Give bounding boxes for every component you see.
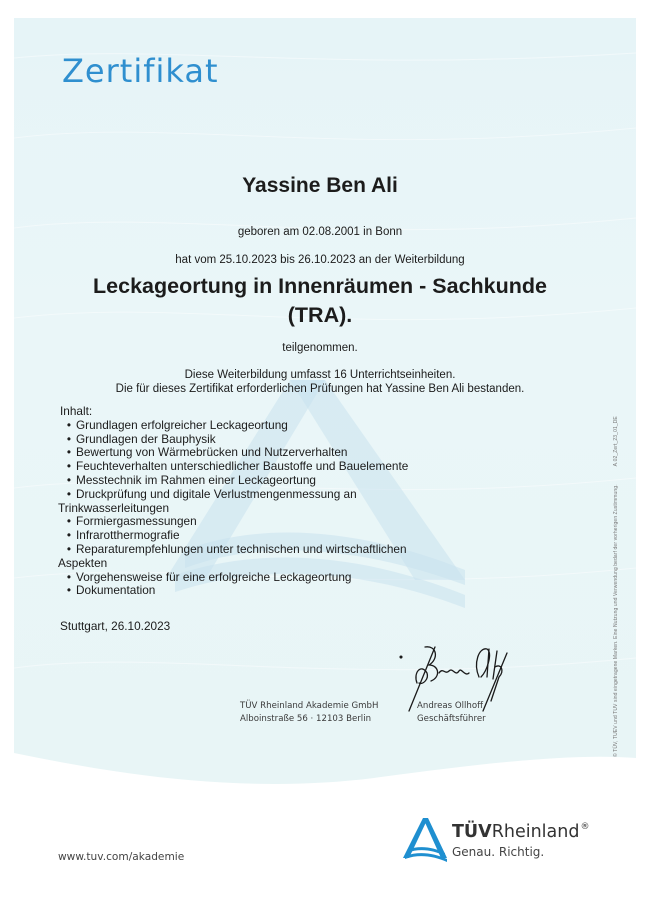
tuv-triangle-logo-icon	[403, 818, 447, 864]
legal-notice: © TÜV, TUEV und TUV sind eingetragene Marken. Eine Nutzung und Verwendung bedarf der vorherigen Zustimmung.	[613, 484, 619, 757]
issuer-name: TÜV Rheinland Akademie GmbH	[240, 701, 379, 711]
content-item-continuation: Trinkwasserleitungen	[58, 500, 170, 515]
units-and-exam	[30, 368, 610, 396]
signer-name: Andreas Ollhoff	[417, 701, 484, 711]
course-title-line-2: (TRA).	[287, 303, 353, 327]
content-item: • Dokumentation	[60, 584, 408, 598]
bullet-icon: •	[66, 431, 72, 446]
content-item: • Reparaturempfehlungen unter technischen und wirtschaftlichen	[60, 543, 408, 557]
content-item: • Druckprüfung und digitale Verlustmengenmessung an	[60, 488, 408, 502]
bullet-icon: •	[66, 486, 72, 501]
bullet-icon: •	[66, 569, 72, 584]
bullet-icon: •	[66, 541, 72, 556]
participation-text: teilgenommen.	[282, 342, 358, 354]
training-period: hat vom 25.10.2023 bis 26.10.2023 an der Weiterbildung	[175, 254, 465, 266]
units-line: Diese Weiterbildung umfasst 16 Unterrichtseinheiten.	[184, 369, 456, 381]
issuer-address: Alboinstraße 56 · 12103 Berlin	[240, 714, 372, 724]
academy-website-link[interactable]: www.tuv.com/akademie	[58, 851, 185, 863]
tuv-rheinland-logo	[403, 818, 603, 874]
content-item: • Vorgehensweise für eine erfolgreiche Leckageortung	[60, 571, 408, 585]
course-content	[60, 405, 408, 598]
course-title-line-1: Leckageortung in Innenräumen - Sachkunde	[93, 274, 547, 298]
content-item-continuation: Aspekten	[58, 555, 108, 570]
content-list	[60, 419, 408, 598]
bullet-icon: •	[66, 528, 72, 543]
bullet-icon: •	[66, 514, 72, 529]
bullet-icon: •	[66, 445, 72, 460]
course-title	[30, 272, 610, 330]
logo-wordmark: TÜVRheinland®	[452, 822, 590, 842]
bullet-icon: •	[66, 459, 72, 474]
content-heading: Inhalt:	[60, 404, 93, 418]
bullet-icon: •	[66, 472, 72, 487]
recipient-name: Yassine Ben Ali	[242, 174, 398, 197]
signer-block	[417, 700, 486, 726]
legal-side-note	[613, 327, 619, 757]
exam-line: Die für dieses Zertifikat erforderlichen Prüfungen hat Yassine Ben Ali bestanden.	[115, 383, 525, 395]
content-item: • Messtechnik im Rahmen einer Leckageortung	[60, 474, 408, 488]
content-item: • Grundlagen der Bauphysik	[60, 433, 408, 447]
place-and-date: Stuttgart, 26.10.2023	[60, 619, 171, 633]
document-reference: A.02_Zert_23_01_DE	[613, 416, 619, 467]
signer-role: Geschäftsführer	[417, 714, 486, 724]
logo-claim: Genau. Richtig.	[452, 845, 545, 859]
issuer-organization	[240, 700, 378, 726]
bullet-icon: •	[66, 583, 72, 598]
registered-icon: ®	[580, 822, 590, 832]
content-item: • Infrarotthermografie	[60, 529, 408, 543]
content-item: • Formiergasmessungen	[60, 515, 408, 529]
bullet-icon: •	[66, 417, 72, 432]
certificate-title: Zertifikat	[62, 52, 219, 90]
content-item: • Feuchteverhalten unterschiedlicher Baustoffe und Bauelemente	[60, 460, 408, 474]
content-item: • Bewertung von Wärmebrücken und Nutzerverhalten	[60, 446, 408, 460]
content-item: • Grundlagen erfolgreicher Leckageortung	[60, 419, 408, 433]
birth-info: geboren am 02.08.2001 in Bonn	[237, 226, 403, 238]
